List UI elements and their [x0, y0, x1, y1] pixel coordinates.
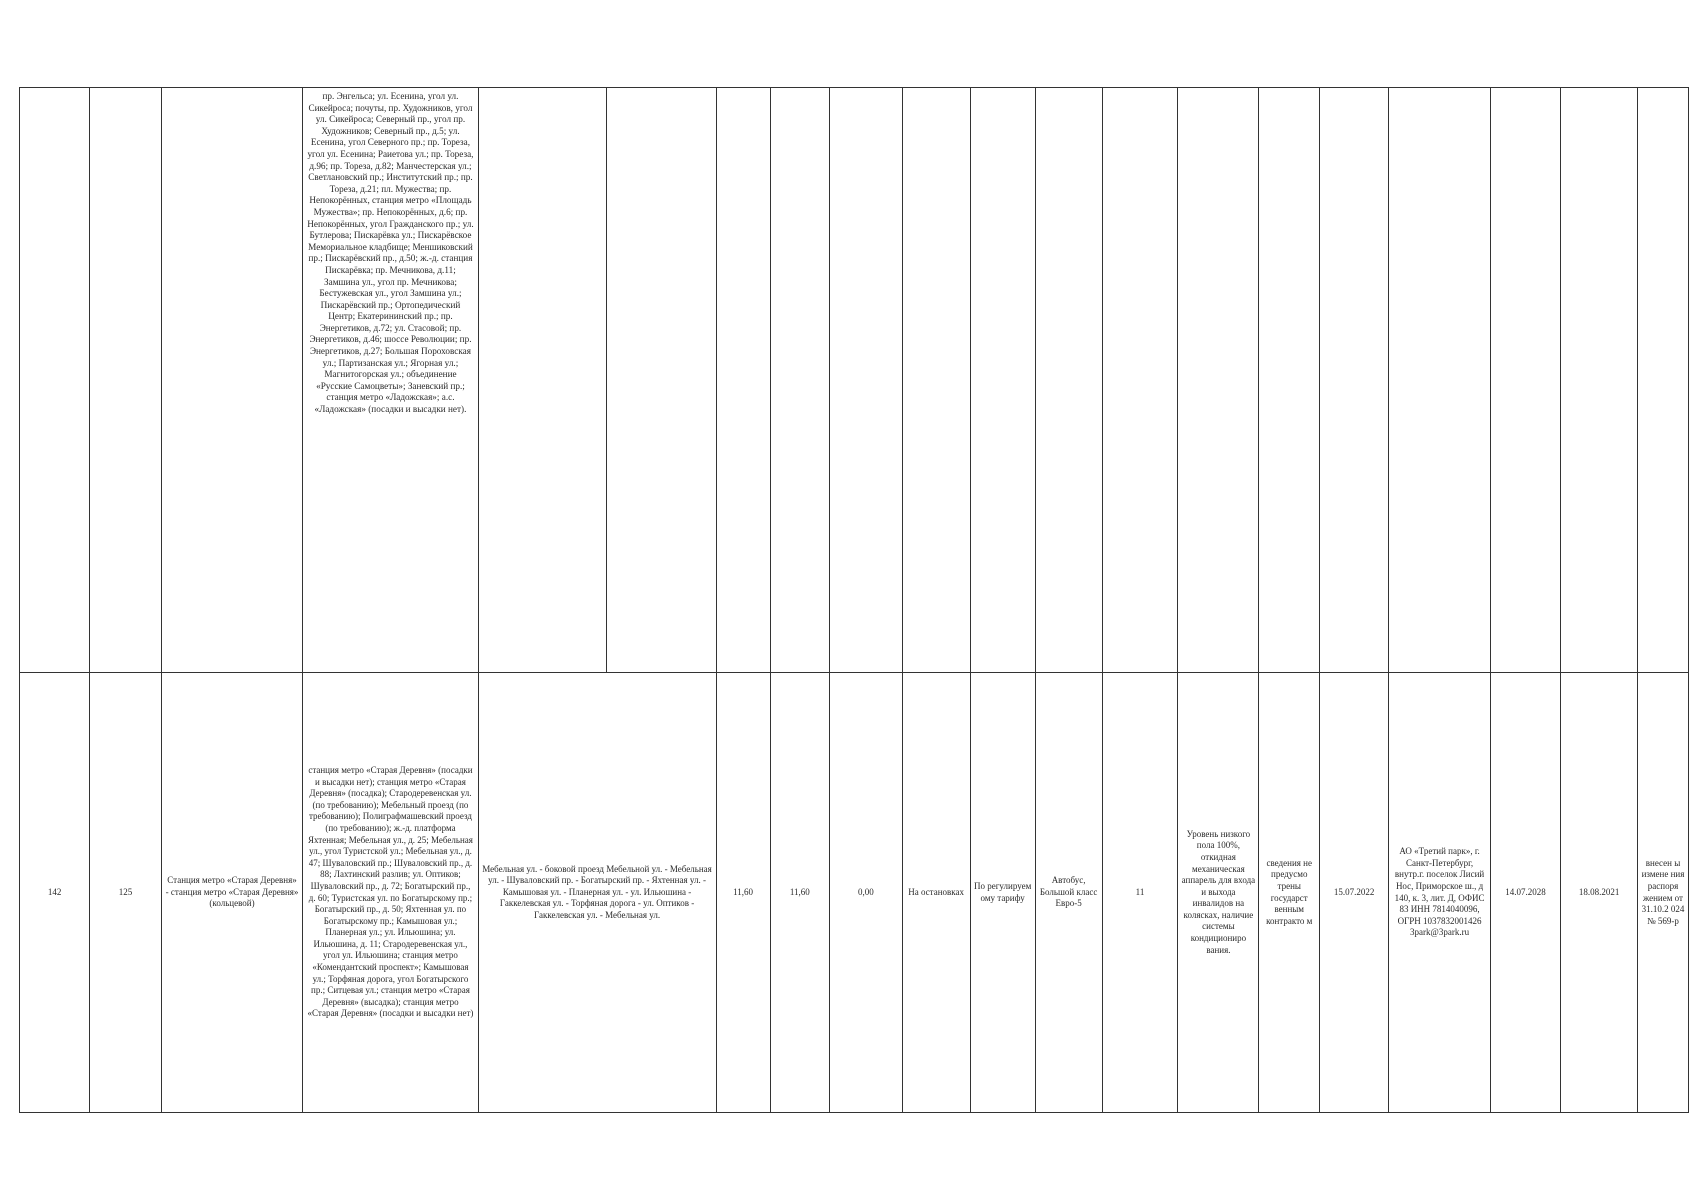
cell-length-forward: 11,60 — [716, 673, 770, 1113]
cell-vehicle — [1035, 673, 1102, 1113]
cell-empty — [607, 88, 716, 673]
cell-route-number: 125 — [90, 673, 161, 1113]
cell-stop-order — [902, 673, 970, 1113]
cell-empty — [90, 88, 161, 673]
cell-carrier — [1389, 673, 1491, 1113]
cell-empty — [716, 88, 770, 673]
stop-order: На остановках — [908, 886, 965, 897]
cell-empty — [902, 88, 970, 673]
cell-empty — [20, 88, 90, 673]
contract-info: сведения не предусмо трены государст венным контракто м — [1266, 857, 1313, 926]
cell-empty — [1259, 88, 1320, 673]
tariff: По регулируем ому тарифу — [973, 880, 1032, 903]
cell-empty — [970, 88, 1035, 673]
cell-stops — [303, 673, 478, 1113]
route-registry-table — [19, 87, 1689, 1113]
cell-empty — [478, 88, 607, 673]
route-name: Станция метро «Старая Деревня» - станция метро «Старая Деревня» (кольцевой) — [165, 875, 299, 909]
cell-date-b: 18.08.2021 — [1561, 673, 1638, 1113]
cell-contract-info — [1259, 673, 1320, 1113]
cell-length-zero: 0,00 — [830, 673, 902, 1113]
cell-reg-number: 142 — [20, 673, 90, 1113]
cell-vehicle-count: 11 — [1102, 673, 1178, 1113]
cell-tariff — [970, 673, 1035, 1113]
cell-empty — [770, 88, 829, 673]
cell-empty — [1389, 88, 1491, 673]
cell-streets — [478, 673, 716, 1113]
characteristics: Уровень низкого пола 100%, откидная механическая аппарель для входа и выхода инвалидов на колясках, наличие системы кондициониро вания. — [1181, 828, 1256, 955]
cell-notes — [1638, 673, 1689, 1113]
cell-route-name — [161, 673, 303, 1113]
stops-text: пр. Энгельса; ул. Есенина, угол ул. Сикейроса; почуты, пр. Художников, угол ул. Сикейроса; Северный пр., угол пр. Художников; Северный пр., д.5; ул. Есенина, угол Северного пр.; пр. Тореза, угол ул. Есенина; Раиетова ул.; пр. Тореза, д.96; пр. Тореза, д.82; Манчестерская ул.; Светлановский пр.; Институтский пр.; пр. Тореза, д.21; пл. Мужества; пр. Непокорённых, станция метро «Площадь Мужества»; пр. Непокорённых, д.6; пр. Непокорённых, угол Гражданского пр.; ул. Бутлерова; Пискарёвка ул.; Пискарёвское Мемориальное кладбище; Меншиковский пр.; Пискарёвский пр., д.50; ж.-д. станция Пискарёвка; пр. Мечникова, д.11; Замшина ул., угол пр. Мечникова; Бестужевская ул., угол Замшина ул.; Пискарёвский пр.; Ортопедический Центр; Екатерининский пр.; пр. Энергетиков, д.72; ул. Стасовой; пр. Энергетиков, д.46; шоссе Революции; пр. Энергетиков, д.27; Большая Пороховская ул.; Партизанская ул.; Ягорная ул.; Магнитогорская ул.; объединение «Русские Самоцветы»; Заневский пр.; станция метро «Ладожская»; а.с. «Ладожская» (посадки и высадки нет). — [307, 91, 474, 415]
cell-empty — [1178, 88, 1259, 673]
cell-empty — [830, 88, 902, 673]
vehicle: Автобус, Большой класс Евро-5 — [1039, 875, 1098, 909]
cell-empty — [1035, 88, 1102, 673]
cell-characteristics — [1178, 673, 1259, 1113]
streets-text: Мебельная ул. - боковой проезд Мебельной ул. - Мебельная ул. - Шуваловский пр. - Богатырский пр. - Яхтенная ул. - Камышовая ул. - Планерная ул. - ул. Ильюшина - Гаккелевская ул. - Торфяная дорога - ул. Оптиков - Гаккелевская ул. - Мебельная ул. — [482, 863, 712, 920]
notes: внесен ы измене ния распоря жением от 31.10.2 024 № 569-р — [1641, 857, 1685, 926]
stops-text: станция метро «Старая Деревня» (посадки и высадки нет); станция метро «Старая Деревня» (посадка); Стародеревенская ул. (по требованию); Мебельный проезд (по требованию); Полиграфмашевский проезд (по требованию); ж.-д. платформа Яхтенная; Мебельная ул., д. 25; Мебельная ул., угол Туристской ул.; Мебельная ул., д. 47; Шуваловский пр.; Шуваловский пр., д. 88; Лахтинский разлив; ул. Оптиков; Шуваловский пр., д. 72; Богатырский пр., д. 60; Туристская ул. по Богатырскому пр.; Богатырский пр., д. 50; Яхтенная ул. по Богатырскому пр.; Камышовая ул.; Планерная ул.; ул. Ильюшина; ул. Ильюшина, д. 11; Стародеревенская ул., угол ул. Ильюшина; станция метро «Комендантский проспект»; Камышовая ул.; Торфяная дорога, угол Богатырского пр.; Ситцевая ул.; станция метро «Старая Деревня» (высадка); станция метро «Старая Деревня» (посадки и высадки нет) — [307, 764, 474, 1019]
cell-empty — [1638, 88, 1689, 673]
cell-empty — [1102, 88, 1178, 673]
cell-length-back: 11,60 — [770, 673, 829, 1113]
cell-empty — [161, 88, 303, 673]
cell-empty — [1490, 88, 1560, 673]
cell-start-date: 15.07.2022 — [1320, 673, 1389, 1113]
carrier: АО «Третий парк», г. Санкт-Петербург, внутр.г. поселок Лисий Нос, Приморское ш., д 140, к. 3, лит. Д, ОФИС 83 ИНН 7814040096, ОГРН 1037832001426 3park@3park.ru — [1394, 846, 1485, 938]
cell-stops-continued — [303, 88, 478, 673]
cell-date-a: 14.07.2028 — [1490, 673, 1560, 1113]
table-row-continued — [20, 88, 1689, 673]
cell-empty — [1320, 88, 1389, 673]
cell-empty — [1561, 88, 1638, 673]
table-row — [20, 673, 1689, 1113]
